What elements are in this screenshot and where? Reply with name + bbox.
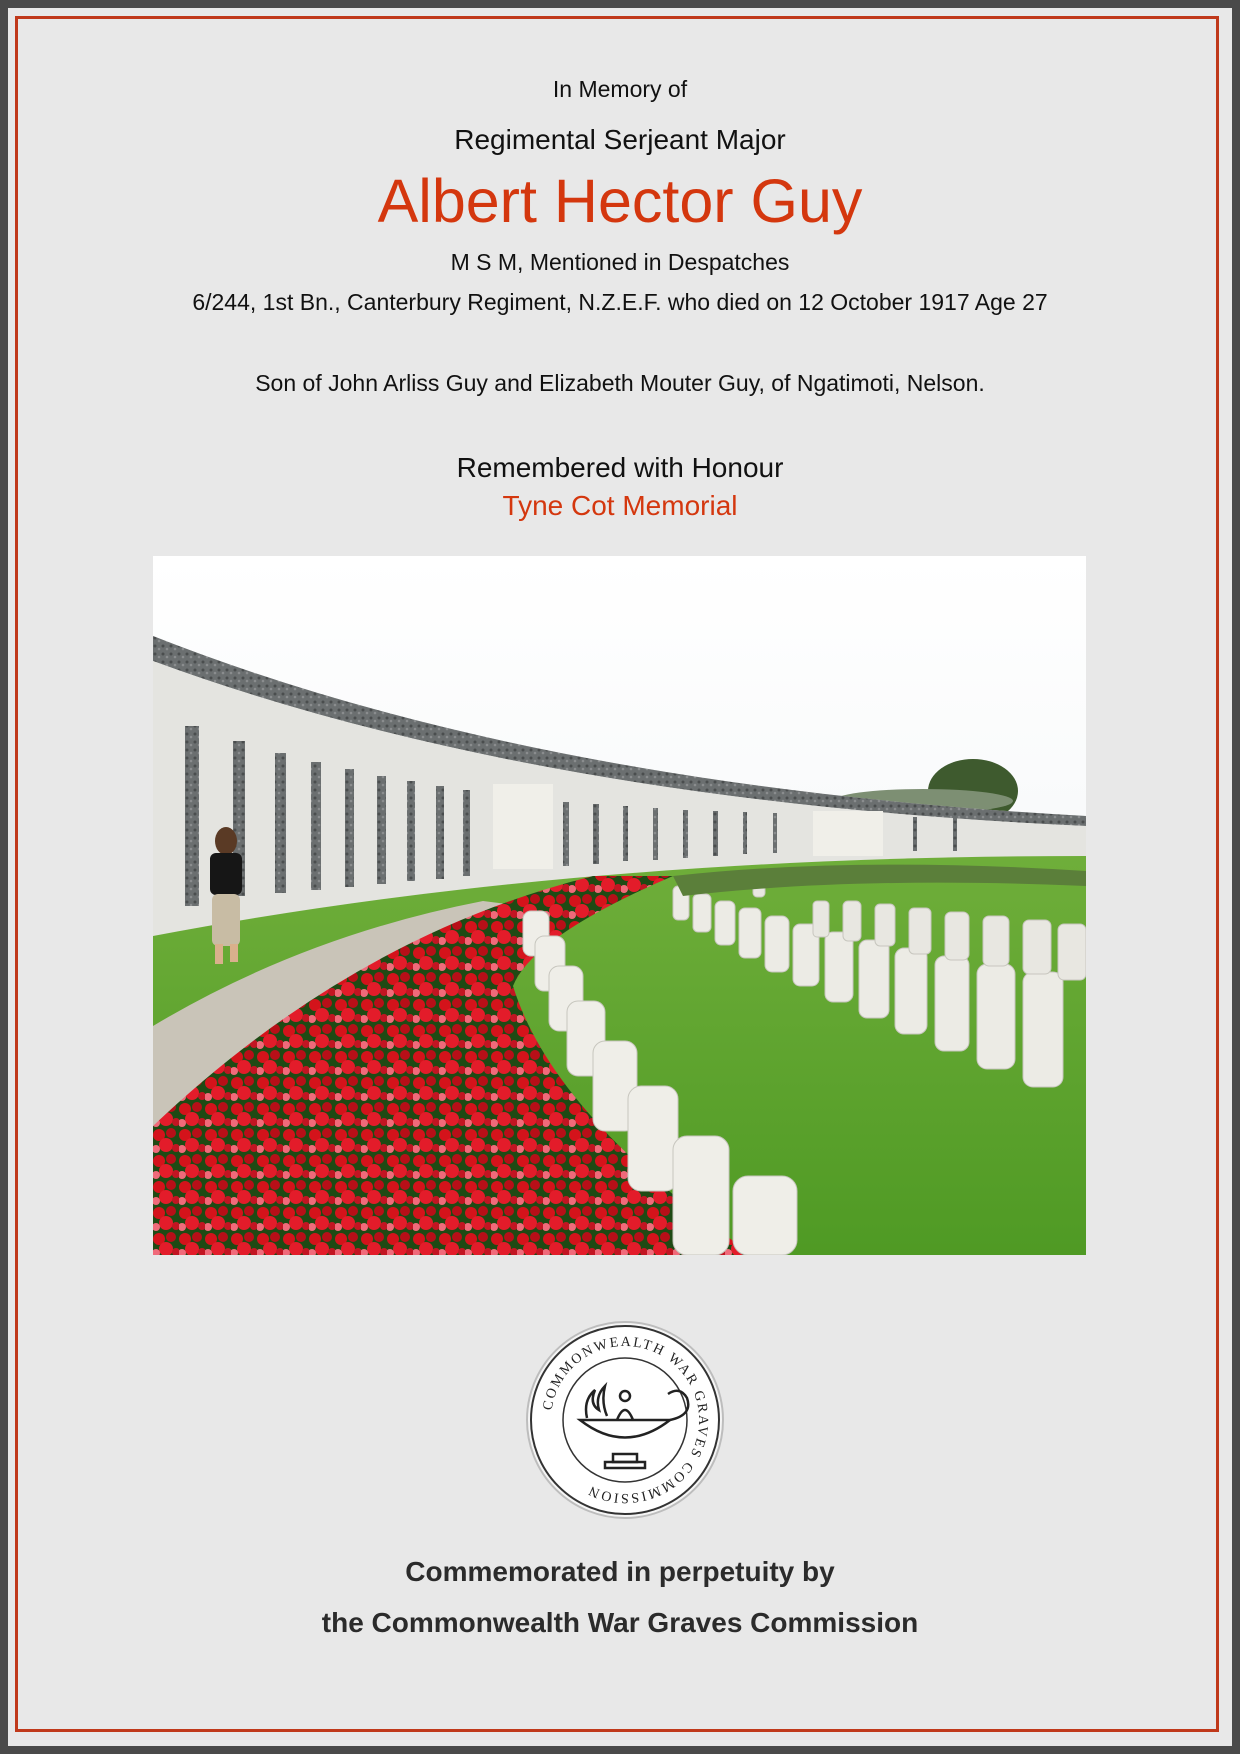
footer-line-1: Commemorated in perpetuity by xyxy=(405,1556,835,1587)
service-details: 6/244, 1st Bn., Canterbury Regiment, N.Z.E.F. who died on 12 October 1917 Age 27 xyxy=(192,289,1048,315)
rank: Regimental Serjeant Major xyxy=(454,124,786,155)
honours: M S M, Mentioned in Despatches xyxy=(450,249,790,275)
footer-line-2: the Commonwealth War Graves Commission xyxy=(321,1607,919,1638)
remembered-with-honour: Remembered with Honour xyxy=(456,452,784,483)
memorial-name: Tyne Cot Memorial xyxy=(502,490,738,521)
soldier-name: Albert Hector Guy xyxy=(377,167,863,235)
family-details: Son of John Arliss Guy and Elizabeth Mouter Guy, of Ngatimoti, Nelson. xyxy=(255,370,985,396)
seal-ring-text: COMMONWEALTH WAR GRAVES COMMISSION xyxy=(540,1334,711,1506)
in-memory-of: In Memory of xyxy=(552,76,688,102)
cwgc-seal xyxy=(525,1320,725,1520)
memorial-photo xyxy=(153,556,1086,1255)
